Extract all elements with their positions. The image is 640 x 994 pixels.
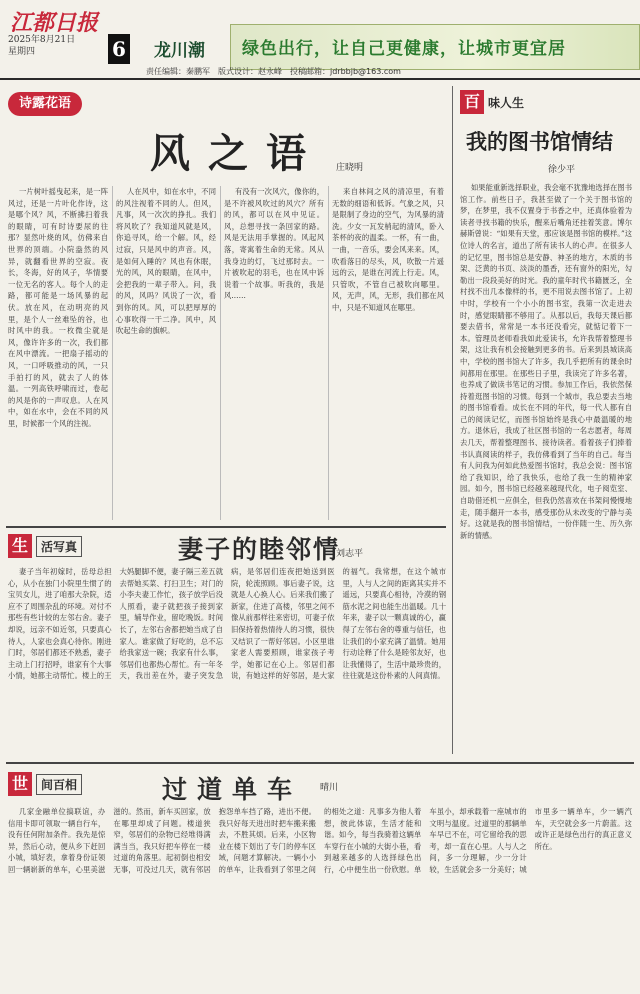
sidebar-body: 如果能重新选择职业，我会毫不犹豫地选择在图书馆工作。前些日子，我甚至做了一个关于图书馆的梦，在梦里，我不仅置身于书香之中，还真体验着为读者寻找书籍的快乐，醒来后嘴角还挂着笑意。博尔赫斯曾说：“如果有天堂，那应该是图书馆的模样。”这位诗人的名言，道出了所有读书人的心声。在很多人的记忆里，图书馆总是安静、神圣的地方，木质的书架、泛黄的书页、淡淡的墨香，还有窗外的阳光，勾勒出一段段美好的时光。我的童年时代书籍匮乏，全村找不出几本像样的书，更不用说去图书馆了。上初中时，学校有一个小小的图书室，我第一次走进去时，感觉眼睛都不够用了。从那以后，我每天课后都要去借书，常常是一本书还没看完，就惦记着下一本。管理员老师看我如此爱读书，允许我帮着整理书架，这让我有机会接触到更多的书。后来到县城读高中，学校的图书馆大了许多，我几乎把所有的课余时间都用在那里。在那些日子里，我读完了许多名著，也养成了做读书笔记的习惯。参加工作后，我依然保持着逛图书馆的习惯。每到一个城市，我总要去当地的图书馆看看。成长在不同的年代，每一代人都有自己的阅读记忆，而图书馆始终是我心中最温暖的地方。退休后，我成了社区图书馆的一名志愿者，每周去几天，帮着整理图书、接待读者。看着孩子们捧着书认真阅读的样子，我仿佛看到了当年的自己。每当有人问我为何如此热爱图书馆时，我总会说：图书馆给了我知识，给了我快乐，也给了我一生的精神家园。如今，图书馆已经越来越现代化，电子阅览室、自助借还机一应俱全，但我仍然喜欢在书架间慢慢地走，随手翻开一本书，感受那份从未改变的宁静与美好。这就是我的图书馆情结，一份伴随一生、历久弥新的情感。 — [460, 183, 632, 540]
column-divider — [328, 186, 329, 520]
sidebar-tag-label: 味人生 — [488, 96, 525, 110]
article1-column-4: 来自林间之风的清凉里，有着无数的细语和低诉。气象之风，只是限制了身边的空气，为风暴的清洗。少女一瓦发梢起的清风，卧入茶杯的夜的温柔。一杯，有一曲，一曲，一音乐，要会风来来。风，吹看落日的尽头，风，吹散一片遥远的云，是谁在河流上行走。风，只管吹，不管自己被吹向哪里。风，无声，风，无形，我们都在风中，只是不知道风在哪里。 — [332, 187, 444, 312]
page-number: 6 — [108, 34, 130, 64]
sidebar-tag-char: 百 — [460, 90, 484, 114]
section-rule — [6, 526, 446, 528]
article1-column-2: 人在风中，如在水中，不同的风注视着不同的人。但风，凡事，风一次次的挣扎。我们将风吹了？我知道风就是风，你追寻风，给一个解。风，经过寂，只是风中的声音。风，是如何入睡的？风也有休眠，光的风，风的眼睛，在风中，会把我的一辈子带入。问，我的风，风吗？风说了一次，看到你的风。风，可以把厚厚的心事吹得一干二净。风中，风吹起生命的旗帜。 — [116, 187, 216, 336]
article2-body: 妻子当年初嫁时，岳母总担心，从小在独门小院里生惯了的宝贝女儿，进了咱那大杂院，适应不了周围杂乱的环境。对付不那些有些计较的左邻右舍。妻子却说，远亲不如近邻，只要真心待人，人家也会真心待你。刚进门时，邻居们都还不熟悉，妻子主动上门打招呼，谁家有个大事小情，她都主动帮忙。楼上的王大妈腿脚不便，妻子隔三差五就去帮她买菜、打扫卫生；对门的小李夫妻工作忙，孩子放学后没人照看，妻子就把孩子接到家里，辅导作业，留吃晚饭。时间长了，左邻右舍都把她当成了自家人。谁家做了好吃的，总不忘给我家送一碗；我家有什么事，邻居们也都热心帮忙。有一年冬天，我出差在外，妻子突发急病，是邻居们连夜把她送到医院，轮流照顾。事后妻子说，这就是人心换人心。后来我们搬了新家，住进了高楼，邻里之间不像从前那样往来密切，可妻子依旧保持着热情待人的习惯，很快又结识了一帮好邻居。小区里谁家老人需要照顾，谁家孩子考学，她都记在心上。邻居们都说，有她这样的好邻居，是大家的福气。我常想，在这个城市里，人与人之间的距离其实并不遥远，只要真心相待，冷漠的钢筋水泥之间也能生出温暖。几十年来，妻子以一颗真诚的心，赢得了左邻右舍的尊重与信任，也让我们的小家充满了温情。她用行动诠释了什么是睦邻友好，也让我懂得了，生活中最珍贵的，往往就是这份朴素的人间真情。 — [8, 567, 446, 681]
article2-title: 妻子的睦邻情 — [178, 535, 341, 564]
section-rule — [6, 762, 634, 764]
sidebar-author: 徐少平 — [548, 165, 576, 175]
article2-author: 刘志平 — [336, 549, 364, 559]
article3-title: 过道单车 — [162, 775, 303, 804]
poetry-column-tag: 诗露花语 — [8, 92, 82, 116]
article1-title: 风之语 — [150, 130, 324, 177]
section-title: 龙川潮 — [154, 41, 205, 61]
issue-weekday: 星期四 — [8, 47, 36, 57]
editor-credits: 责任编辑：秦鹏军 版式设计：赵永峰 投稿邮箱：jdrbbjb@163.com — [146, 67, 401, 76]
column-divider — [112, 186, 113, 520]
article3-tag-char: 世 — [8, 772, 32, 796]
article1-column-3: 有没有一次风穴，像你的，是不许被风吹过的风穴？所有的风，都可以在风中见证。风，总想寻找一条回家的路。风是无法用手掌握的。风起风落，寄寓着生命的无常。风从我身边的灯，飞过那时去。一片被吹起的羽毛，也在风中诉说着一个故事。听我的，我是风…… — [224, 187, 324, 301]
slogan-text: 绿色出行，让自己更健康，让城市更宜居 — [242, 39, 566, 59]
article2-tag-label: 活写真 — [36, 536, 82, 557]
article1-column-1: 一片树叶摇曳起来，是一阵风过，还是一片叶化作诗，这是哪个风？风，不断拂扫着我的眼睛，可有时诗要尿的往那？显然叶烧的风，仿佛来自世界的顶端。小院盎然的风异，就翻看世界的空寂。夜长，冬海，好的风子，华情要一位无名的客人。每个人的走路，都可能是一场风暴的起伏。放在风，在动明亮的风里，是个人一丝难坠的谷，也时风中的我。一枚微尘就是风，像许许多的一次，我们都在风中漂流。一把扇子摇动的风，一口呼吸推动的风，一只手拍打的风，就去了人的体温。一列高铁呼啸而过，卷起的风是你的一声叹息。人在风中，如在水中，会在不同的风里，时候都一个风的注视。 — [8, 187, 108, 428]
article3-tag-label: 间百相 — [36, 774, 82, 795]
date-block — [8, 34, 75, 58]
article2-tag-char: 生 — [8, 534, 32, 558]
sidebar-title: 我的图书馆情结 — [466, 129, 613, 154]
newspaper-logo: 江都日报 — [10, 10, 99, 36]
issue-date: 2025年8月21日 — [8, 35, 76, 45]
column-divider — [220, 186, 221, 520]
article3-body: 几家金融单位搞联谊，办信用卡即可领取一辆自行车，没有任何附加条件。我先是惊异，然后心动，便从乡下赶回小城，填好表，拿着身份证领回一辆崭新的单车，心里美滋滋的。然而，新车买回家，放在哪里却成了问题。楼道狭窄，邻居们的杂物已经堆得满满当当，我只好把车停在一楼过道的角落里。起初倒也相安无事，可没过几天，就有邻居抱怨单车挡了路，进出不便。我只好每天进出时把车搬来搬去，不胜其烦。后来，小区物业在楼下划出了专门的停车区域，问题才算解决。一辆小小的单车，让我看到了邻里之间的相处之道：凡事多为他人着想，彼此体谅，生活才能和谐。如今，每当我骑着这辆单车穿行在小城的大街小巷，看到越来越多的人选择绿色出行，心中便生出一份欣慰。单车虽小，却承载着一座城市的文明与温度。过道里的那辆单车早已不在，可它留给我的思考，却一直在心里。人与人之间，多一分理解，少一分计较，生活就会多一分美好；城市里多一辆单车，少一辆汽车，天空就会多一片蔚蓝。这或许正是绿色出行的真正意义所在。 — [8, 807, 632, 874]
article3-author: 晴川 — [320, 783, 339, 793]
article1-author: 庄晓明 — [336, 163, 364, 173]
masthead-rule — [0, 78, 640, 80]
sidebar-divider — [452, 86, 453, 754]
